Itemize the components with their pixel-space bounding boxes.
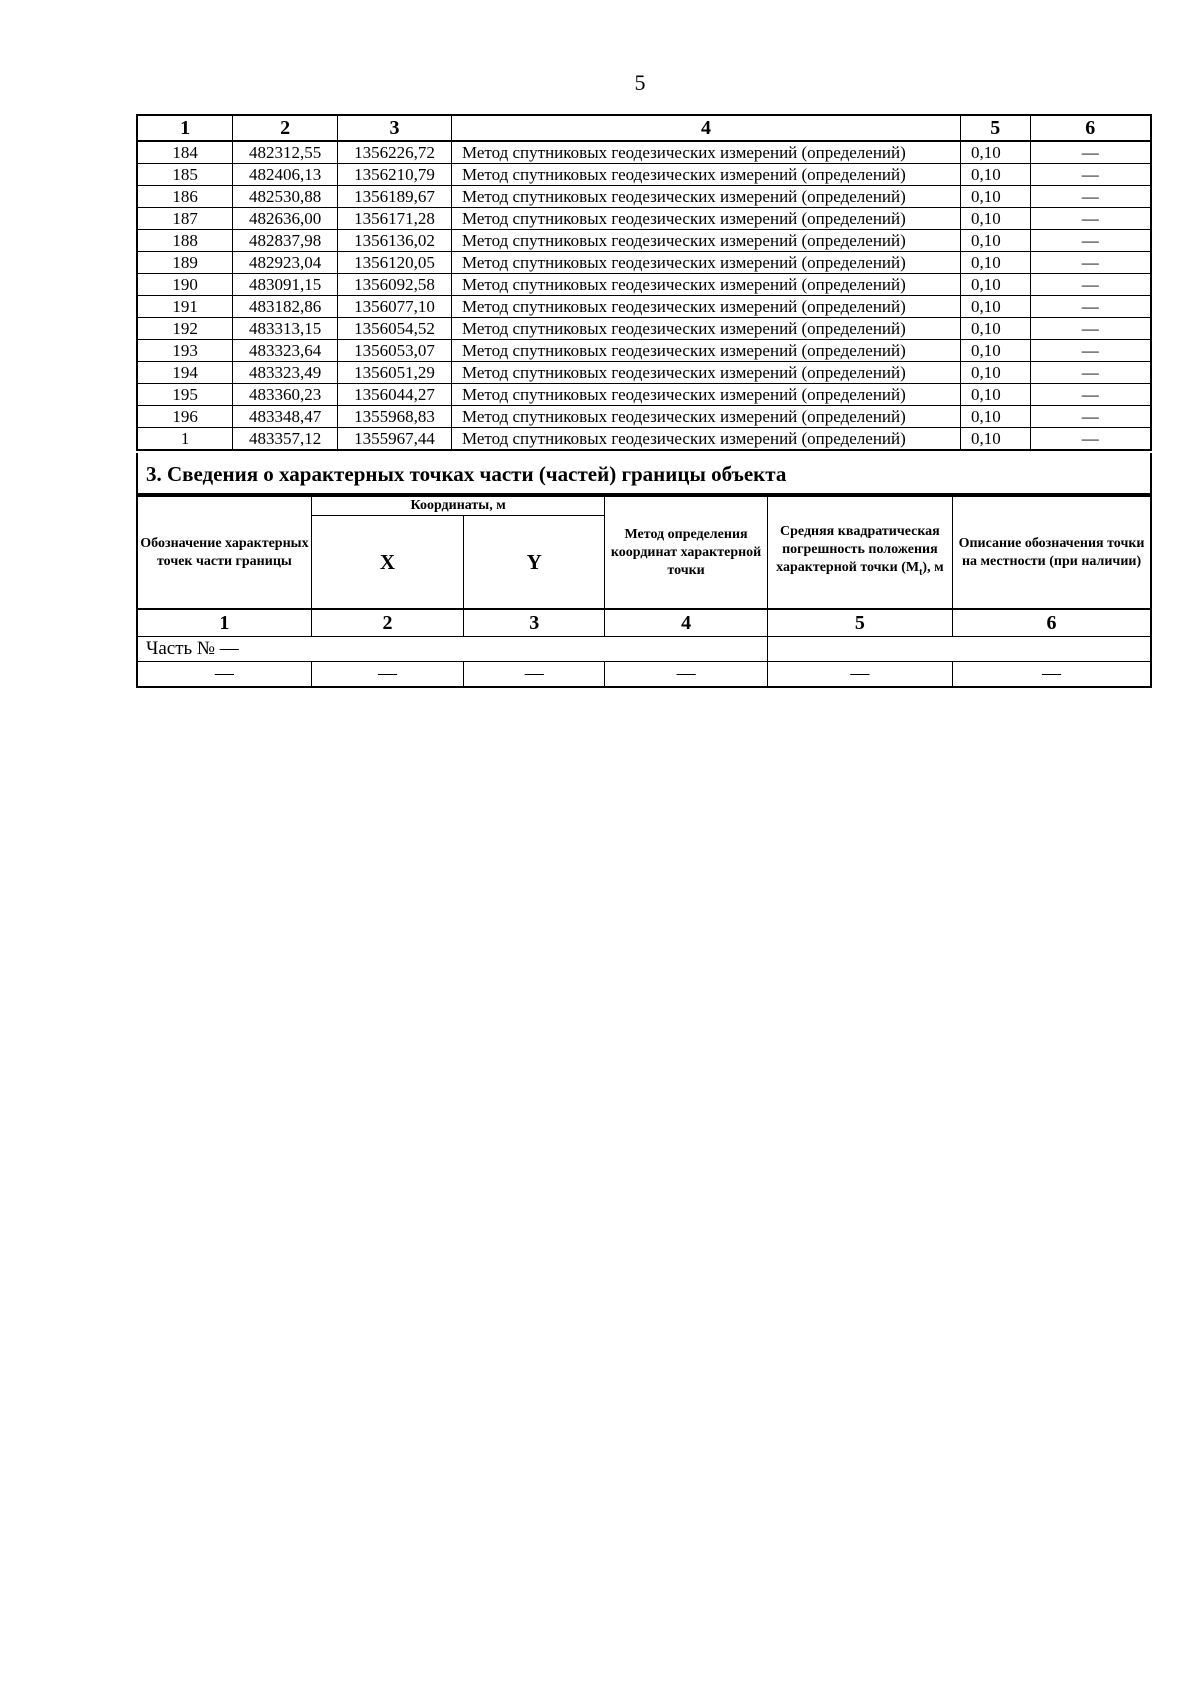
method-cell: Метод спутниковых геодезических измерений (определений) [451,406,960,428]
point-number-cell: 192 [137,318,233,340]
table-cell: — [137,662,311,688]
part-label: Часть № — [137,637,767,662]
table-row [137,252,1151,274]
method-cell: Метод спутниковых геодезических измерений (определений) [451,274,960,296]
error-cell: 0,10 [960,274,1030,296]
column-number: 4 [451,115,960,141]
section-title: 3. Сведения о характерных точках части (частей) границы объекта [136,453,1152,495]
description-cell: — [1030,230,1151,252]
part-row [137,637,1151,662]
point-number-cell: 1 [137,428,233,451]
point-number-cell: 194 [137,362,233,384]
description-cell: — [1030,164,1151,186]
column-number: 1 [137,609,311,637]
table-cell: — [605,662,767,688]
y-coordinate-cell: 1356092,58 [338,274,452,296]
x-coordinate-cell: 483091,15 [233,274,338,296]
error-cell: 0,10 [960,230,1030,252]
designation-header: Обозначение характерных точек части границы [137,496,311,609]
x-coordinate-cell: 483182,86 [233,296,338,318]
description-cell: — [1030,384,1151,406]
point-number-cell: 185 [137,164,233,186]
method-cell: Метод спутниковых геодезических измерений (определений) [451,362,960,384]
description-cell: — [1030,208,1151,230]
table-row [137,340,1151,362]
description-cell: — [1030,186,1151,208]
x-coordinate-cell: 482837,98 [233,230,338,252]
table-cell: — [311,662,463,688]
error-cell: 0,10 [960,428,1030,451]
point-number-cell: 187 [137,208,233,230]
table-cell: — [464,662,605,688]
point-number-cell: 186 [137,186,233,208]
y-coordinate-cell: 1356044,27 [338,384,452,406]
error-cell: 0,10 [960,252,1030,274]
method-cell: Метод спутниковых геодезических измерений (определений) [451,428,960,451]
error-header: Средняя квадратическая погрешность положения характерной точки $(M_t)$, м [767,496,952,609]
column-numbers-row [137,609,1151,637]
table-row [137,208,1151,230]
part-empty-cell [767,637,1151,662]
description-cell: — [1030,141,1151,164]
error-cell: 0,10 [960,406,1030,428]
table-row [137,230,1151,252]
y-coordinate-cell: 1356054,52 [338,318,452,340]
x-header: X [311,516,463,610]
column-number: 4 [605,609,767,637]
description-cell: — [1030,296,1151,318]
y-coordinate-cell: 1355967,44 [338,428,452,451]
table-row [137,318,1151,340]
description-cell: — [1030,406,1151,428]
y-coordinate-cell: 1356226,72 [338,141,452,164]
table-row [137,362,1151,384]
x-coordinate-cell: 482636,00 [233,208,338,230]
table-row [137,384,1151,406]
y-header: Y [464,516,605,610]
column-number: 5 [960,115,1030,141]
description-cell: — [1030,428,1151,451]
x-coordinate-cell: 483357,12 [233,428,338,451]
error-cell: 0,10 [960,384,1030,406]
method-cell: Метод спутниковых геодезических измерений (определений) [451,296,960,318]
column-number: 2 [233,115,338,141]
y-coordinate-cell: 1356053,07 [338,340,452,362]
column-number: 5 [767,609,952,637]
error-cell: 0,10 [960,318,1030,340]
column-number: 3 [464,609,605,637]
method-cell: Метод спутниковых геодезических измерений (определений) [451,186,960,208]
point-number-cell: 188 [137,230,233,252]
y-coordinate-cell: 1356051,29 [338,362,452,384]
column-number: 3 [338,115,452,141]
point-number-cell: 189 [137,252,233,274]
x-coordinate-cell: 483348,47 [233,406,338,428]
method-cell: Метод спутниковых геодезических измерений (определений) [451,252,960,274]
point-number-cell: 195 [137,384,233,406]
description-cell: — [1030,362,1151,384]
y-coordinate-cell: 1356210,79 [338,164,452,186]
error-cell: 0,10 [960,296,1030,318]
table-row [137,186,1151,208]
page-number: 5 [634,70,646,95]
x-coordinate-cell: 482923,04 [233,252,338,274]
method-cell: Метод спутниковых геодезических измерений (определений) [451,208,960,230]
boundary-points-table [136,114,1152,451]
error-cell: 0,10 [960,208,1030,230]
table-row [137,274,1151,296]
table-cell: — [767,662,952,688]
x-coordinate-cell: 482530,88 [233,186,338,208]
point-number-cell: 184 [137,141,233,164]
description-cell: — [1030,274,1151,296]
table-row [137,428,1151,451]
error-cell: 0,10 [960,340,1030,362]
column-number: 6 [1030,115,1151,141]
error-cell: 0,10 [960,362,1030,384]
table-row [137,141,1151,164]
table-cell: — [953,662,1151,688]
y-coordinate-cell: 1356120,05 [338,252,452,274]
method-cell: Метод спутниковых геодезических измерений (определений) [451,318,960,340]
x-coordinate-cell: 483323,64 [233,340,338,362]
table-row [137,164,1151,186]
table-row [137,406,1151,428]
method-cell: Метод спутниковых геодезических измерений (определений) [451,384,960,406]
description-cell: — [1030,318,1151,340]
y-coordinate-cell: 1355968,83 [338,406,452,428]
y-coordinate-cell: 1356171,28 [338,208,452,230]
x-coordinate-cell: 482406,13 [233,164,338,186]
column-number: 1 [137,115,233,141]
description-cell: — [1030,252,1151,274]
method-cell: Метод спутниковых геодезических измерений (определений) [451,141,960,164]
x-coordinate-cell: 483313,15 [233,318,338,340]
error-cell: 0,10 [960,164,1030,186]
point-number-cell: 191 [137,296,233,318]
description-cell: — [1030,340,1151,362]
x-coordinate-cell: 482312,55 [233,141,338,164]
point-number-cell: 193 [137,340,233,362]
table-header-row [137,115,1151,141]
column-number: 6 [953,609,1151,637]
x-coordinate-cell: 483323,49 [233,362,338,384]
table-row [137,662,1151,688]
coordinates-header: Координаты, м [311,496,605,516]
method-header: Метод определения координат характерной точки [605,496,767,609]
point-number-cell: 196 [137,406,233,428]
y-coordinate-cell: 1356136,02 [338,230,452,252]
part-points-table [136,495,1152,688]
method-cell: Метод спутниковых геодезических измерений (определений) [451,164,960,186]
x-coordinate-cell: 483360,23 [233,384,338,406]
column-number: 2 [311,609,463,637]
point-number-cell: 190 [137,274,233,296]
y-coordinate-cell: 1356189,67 [338,186,452,208]
error-cell: 0,10 [960,186,1030,208]
table-row [137,296,1151,318]
method-cell: Метод спутниковых геодезических измерений (определений) [451,230,960,252]
description-header: Описание обозначения точки на местности (при наличии) [953,496,1151,609]
y-coordinate-cell: 1356077,10 [338,296,452,318]
method-cell: Метод спутниковых геодезических измерений (определений) [451,340,960,362]
error-cell: 0,10 [960,141,1030,164]
